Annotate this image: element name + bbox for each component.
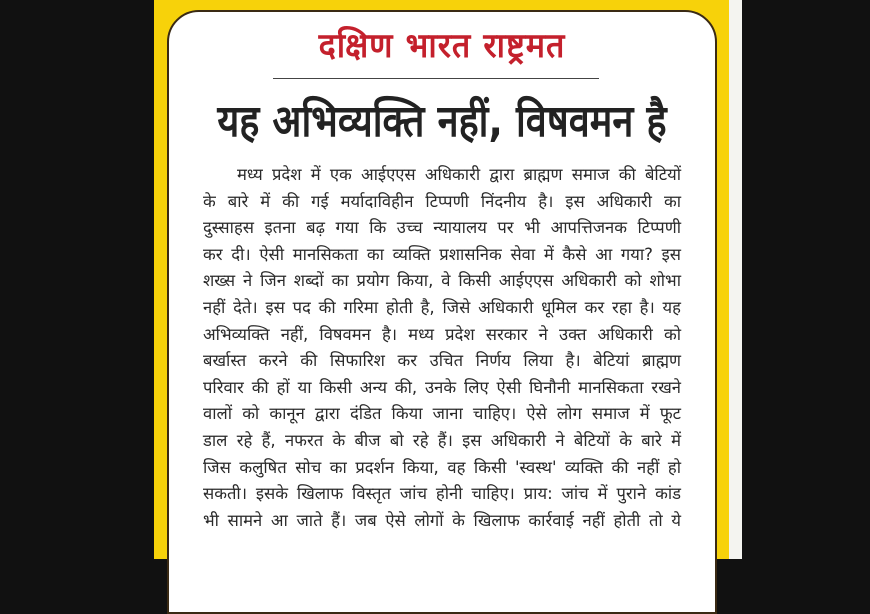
body-line: बर्खास्त करने की सिफारिश कर उचित निर्णय लिया है। बेटियां ब्राह्मण: [203, 351, 681, 371]
body-line: अभिव्यक्ति नहीं, विषवमन है। मध्य प्रदेश सरकार ने उक्त अधिकारी को: [203, 324, 681, 344]
body-line: वालों को कानून द्वारा दंडित किया जाना चाहिए। ऐसे लोग समाज में फूट: [203, 404, 681, 424]
body-line: सकती। इसके खिलाफ विस्तृत जांच होनी चाहिए। प्राय: जांच में पुराने कांड: [203, 484, 681, 504]
headline: यह अभिव्यक्ति नहीं, विषवमन है: [217, 96, 667, 147]
editorial-card: [167, 10, 717, 614]
body-line: मध्य प्रदेश में एक आईएएस अधिकारी द्वारा ब्राह्मण समाज की बेटियों: [237, 165, 681, 184]
body-line: कर दी। ऐसी मानसिकता का व्यक्ति प्रशासनिक सेवा में कैसे आ गया? इस: [203, 244, 681, 264]
body-line: नहीं देते। इस पद की गरिमा होती है, जिसे अधिकारी धूमिल कर रहा है। यह: [203, 297, 681, 317]
body-line: के बारे में की गई मर्यादाविहीन टिप्पणी निंदनीय है। इस अधिकारी का: [203, 191, 681, 211]
publication-name: दक्षिण भारत राष्ट्रमत: [318, 26, 566, 66]
body-line: डाल रहे हैं, नफरत के बीज बो रहे हैं। इस अधिकारी ने बेटियों के बारे में: [203, 430, 681, 450]
body-line: दुस्साहस इतना बढ़ गया कि उच्च न्यायालय पर भी आपत्तिजनक टिप्पणी: [203, 218, 681, 238]
body-line: शख्स ने जिन शब्दों का प्रयोग किया, वे किसी आईएएस अधिकारी को शोभा: [203, 271, 681, 291]
article-body: [203, 162, 681, 534]
body-line: परिवार की हों या किसी अन्य की, उनके लिए ऐसी घिनौनी मानसिकता रखने: [203, 377, 681, 397]
divider: [273, 78, 599, 79]
body-line: भी सामने आ जाते हैं। जब ऐसे लोगों के खिलाफ कार्रवाई नहीं होती तो ये: [203, 510, 681, 530]
body-line: जिस कलुषित सोच का प्रदर्शन किया, वह किसी 'स्वस्थ' व्यक्ति की नहीं हो: [203, 457, 681, 477]
page-edge: [729, 0, 742, 559]
